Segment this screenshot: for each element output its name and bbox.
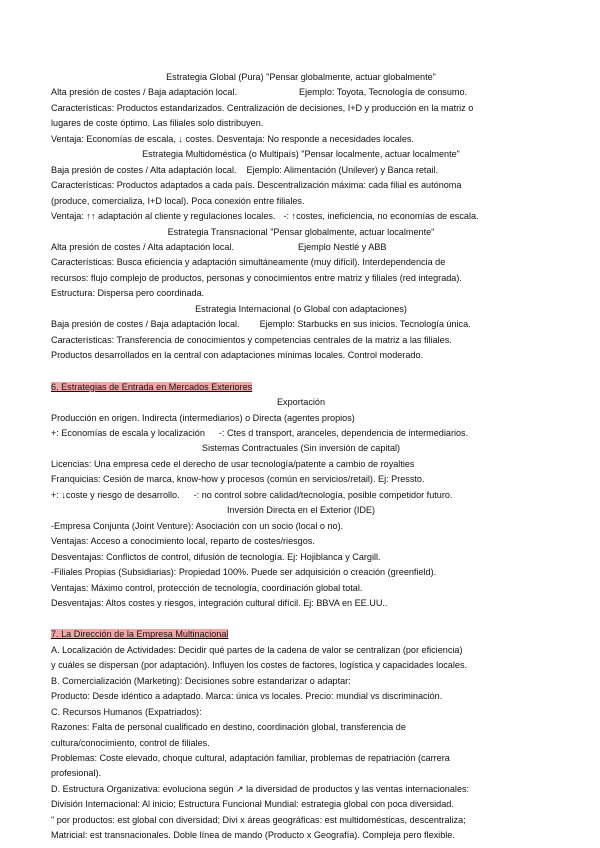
section-7-c-1: C. Recursos Humanos (Expatriados): [51,706,202,717]
section-7-a-2: y cuáles se dispersan (por adaptación). Influyen los costes de factores, logística y capacidades locales. [51,660,468,671]
export-advantages: +: Economías de escala y localización [51,427,205,438]
global-strategy-title: Estrategia Global (Pura) "Pensar globalmente, actuar globalmente" [166,72,436,82]
multi-characteristics-1: Características: Productos adaptados a cada país. Descentralización máxima: cada filial es autónoma [51,180,462,191]
trans-pressure: Alta presión de costes / Alta adaptación local. [51,241,234,252]
trans-characteristics-1: Características: Busca eficiencia y adaptación simultáneamente (muy difícil). Interdependencia de [51,257,446,268]
section-7-b-1: B. Comercialización (Marketing): Decisiones sobre estandarizar o adaptar: [51,675,351,686]
contractual-disadvantages: -: no control sobre calidad/tecnología, posible competidor futuro. [193,489,453,500]
export-pros-cons-line [51,426,551,441]
jv-disadvantages: Desventajas: Conflictos de control, difusión de tecnología. Ej: Hojiblanca y Cargill. [51,551,381,562]
subsidiaries-disadvantages: Desventajas: Altos costes y riesgos, integración cultural difícil. Ej: BBVA en EE.UU.. [51,597,388,608]
section-7-heading-text: 7. La Dirección de la Empresa Multinacional [51,629,229,640]
joint-venture-line: -Empresa Conjunta (Joint Venture): Asociación con un socio (local o no). [51,520,344,531]
transnational-strategy-title: Estrategia Transnacional "Pensar globalmente, actuar localmente" [167,226,435,237]
section-7-c-3: cultura/conocimiento, control de filiales. [51,737,210,748]
section-7-d-4: Matricial: est transnacionales. Doble línea de mando (Producto x Geografía). Compleja pero flexible. [51,830,455,841]
multi-advantage: Ventaja: ↑↑ adaptación al cliente y regulaciones locales. [51,211,276,222]
multidomestic-strategy-title: Estrategia Multidoméstica (o Multipaís) "Pensar localmente, actuar localmente" [142,149,460,160]
trans-pressure-line [51,240,551,255]
subsidiaries-advantages: Ventajas: Máximo control, protección de tecnología, coordinación global total. [51,582,363,593]
subsidiaries-line: -Filiales Propias (Subsidiarias): Propiedad 100%. Puede ser adquisición o creación (greenfield). [51,567,437,578]
section-7-c-2: Razones: Falta de personal cualificado en destino, coordinación global, transferencia de [51,722,406,733]
international-strategy-title: Estrategia Internacional (o Global con adaptaciones) [195,303,407,314]
global-characteristics-1: Características: Productos estandarizados. Centralización de decisiones, I+D y producción en la matriz o [51,102,474,113]
section-7-a-1: A. Localización de Actividades: Decidir qué partes de la cadena de valor se centralizan (por eficiencia) [51,644,463,655]
ide-title: Inversión Directa en el Exterior (IDE) [226,505,376,516]
global-pressure-line [51,85,551,100]
contractual-advantages: +: ↓coste y riesgo de desarrollo. [51,489,180,500]
section-7-d-2: División Internacional: Al inicio; Estructura Funcional Mundial: estrategia global con poca diversidad. [51,799,454,810]
section-6-heading-text: 6. Estrategias de Entrada en Mercados Exteriores [51,381,253,392]
global-pressure: Alta presión de costes / Baja adaptación local. [51,87,238,98]
licenses-line: Licencias: Una empresa cede el derecho de usar tecnología/patente a cambio de royalties [51,458,415,469]
section-7-c-4: Problemas: Coste elevado, choque cultural, adaptación familiar, problemas de repatriación (carrera [51,753,450,764]
section-7-b-2: Producto: Desde idéntico a adaptado. Marca: única vs locales. Precio: mundial vs discriminación. [51,691,443,702]
jv-advantages: Ventajas: Acceso a conocimiento local, reparto de costes/riesgos. [51,536,315,547]
inter-pressure-line [51,317,551,332]
section-7-heading [51,627,551,642]
inter-characteristics-2: Productos desarrollados en la central con adaptaciones mínimas locales. Control moderado. [51,350,424,361]
section-7-d-3: " por productos: est global con diversidad; Divi x áreas geográficas: est multidomésticas, descentraliza; [51,814,466,825]
export-description: Producción en origen. Indirecta (intermediarios) o Directa (agentes propios) [51,412,355,423]
multi-advantage-line [51,209,551,224]
trans-structure: Estructura: Dispersa pero coordinada. [51,288,205,299]
franchises-line: Franquicias: Cesión de marca, know-how y procesos (común en servicios/retail). Ej: Pressto. [51,474,425,485]
contractual-title: Sistemas Contractuales (Sin inversión de capital) [201,443,401,454]
inter-characteristics-1: Características: Transferencia de conocimientos y competencias centrales de la matriz a las filiales. [51,334,452,345]
multi-pressure: Baja presión de costes / Alta adaptación local. [51,164,237,175]
document-page [51,70,551,844]
section-7-d-1: D. Estructura Organizativa: evoluciona según ↗ la diversidad de productos y las ventas internacionales: [51,783,470,794]
global-characteristics-2: lugares de coste óptimo. Las filiales solo distribuyen. [51,118,264,129]
multi-characteristics-2: (produce, comercializa, I+D local). Poca conexión entre filiales. [51,195,305,206]
multi-example: Ejemplo: Alimentación (Unilever) y Banca retail. [246,164,439,175]
global-example: Ejemplo: Toyota, Tecnología de consumo. [299,87,468,98]
multi-disadvantage: -: ↑costes, ineficiencia, no economías de escala. [283,211,479,222]
multi-pressure-line [51,163,551,178]
global-advantage: Ventaja: Economías de escala, ↓ costes. Desventaja: No responde a necesidades locales. [51,133,414,144]
export-disadvantages: -: Ctes d transport, aranceles, dependencia de intermediarios. [218,427,469,438]
trans-characteristics-2: recursos: flujo complejo de productos, personas y conocimientos entre matriz y filiales (red integrada). [51,272,462,283]
section-7-c-5: profesional). [51,768,102,779]
inter-pressure: Baja presión de costes / Baja adaptación local. [51,319,240,330]
inter-example: Ejemplo: Starbucks en sus inicios. Tecnología única. [259,319,471,330]
contractual-pros-cons-line [51,488,551,503]
export-title: Exportación [276,397,326,408]
trans-example: Ejemplo Nestlé y ABB [298,241,387,252]
section-6-heading [51,380,551,395]
